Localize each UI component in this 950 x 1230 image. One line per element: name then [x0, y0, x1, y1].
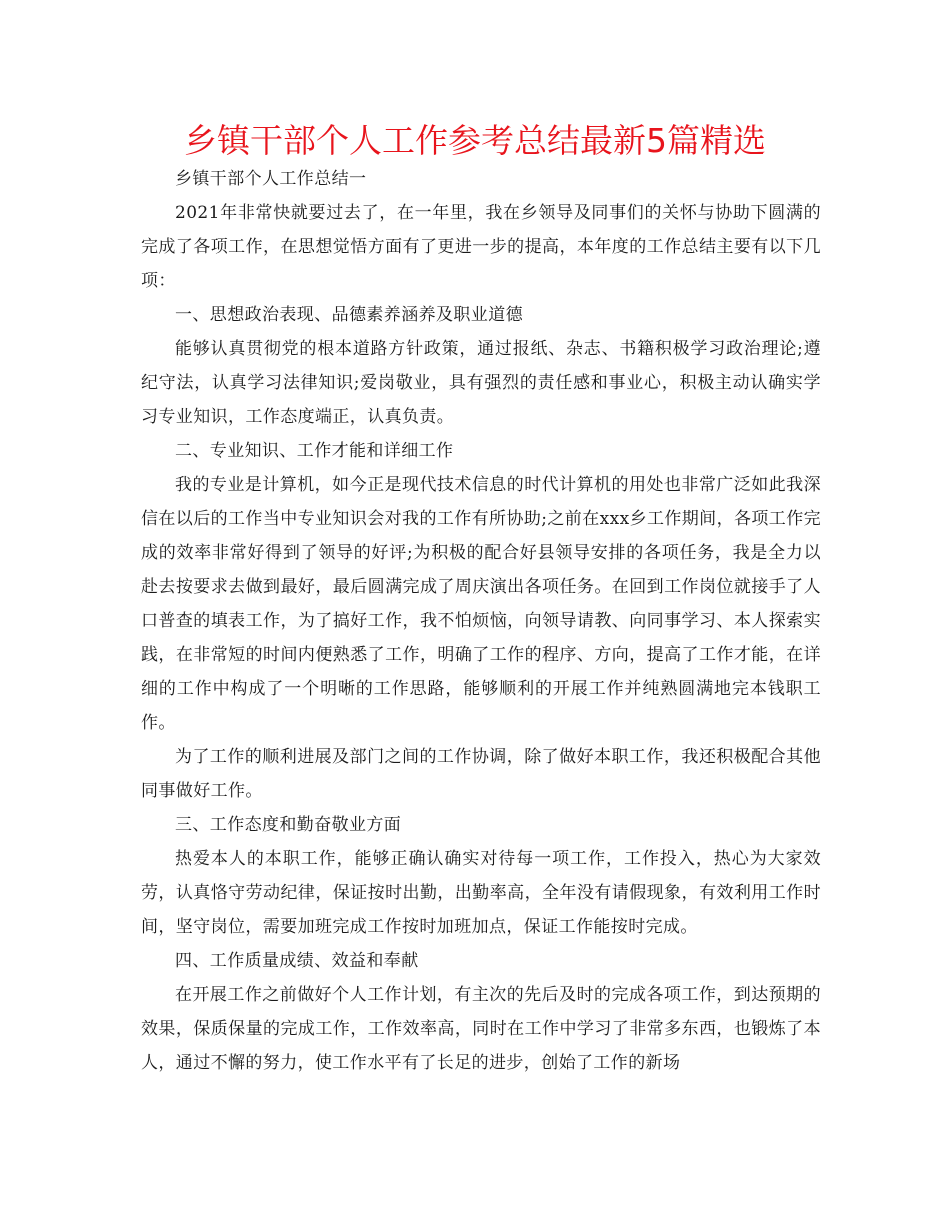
- section-heading: 一、思想政治表现、品德素养涵养及职业道德: [175, 305, 523, 325]
- body-paragraph: 为了工作的顺利进展及部门之间的工作协调，除了做好本职工作，我还积极配合其他同事做好工作。: [141, 747, 821, 801]
- document-body: [141, 162, 821, 1080]
- section-heading: 四、工作质量成绩、效益和奉献: [175, 951, 419, 971]
- body-paragraph: 我的专业是计算机，如今正是现代技术信息的时代计算机的用处也非常广泛如此我深信在以后的工作当中专业知识会对我的工作有所协助;之前在xxx乡工作期间，各项工作完成的效率非常好得到了领导的好评;为积极的配合好县领导安排的各项任务，我是全力以赴去按要求去做到最好，最后圆满完成了周庆演出各项任务。在回到工作岗位就接手了人口普查的填表工作，为了搞好工作，我不怕烦恼，向领导请教、向同事学习、本人探索实践，在非常短的时间内便熟悉了工作，明确了工作的程序、方向，提高了工作才能，在详细的工作中构成了一个明晰的工作思路，能够顺利的开展工作并纯熟圆满地完本钱职工作。: [141, 475, 821, 733]
- body-paragraph: 2021年非常快就要过去了，在一年里，我在乡领导及同事们的关怀与协助下圆满的完成了各项工作，在思想觉悟方面有了更进一步的提高，本年度的工作总结主要有以下几项：: [141, 203, 821, 291]
- body-paragraph: 能够认真贯彻党的根本道路方针政策，通过报纸、杂志、书籍积极学习政治理论;遵纪守法，认真学习法律知识;爱岗敬业，具有强烈的责任感和事业心，积极主动认确实学习专业知识，工作态度端正，认真负责。: [141, 339, 821, 427]
- section-heading: 三、工作态度和勤奋敬业方面: [175, 815, 402, 835]
- section-heading: 乡镇干部个人工作总结一: [175, 169, 367, 189]
- document-title: 乡镇干部个人工作参考总结最新5篇精选: [184, 121, 766, 160]
- body-paragraph: 热爱本人的本职工作，能够正确认确实对待每一项工作，工作投入，热心为大家效劳，认真恪守劳动纪律，保证按时出勤，出勤率高，全年没有请假现象，有效利用工作时间，坚守岗位，需要加班完成工作按时加班加点，保证工作能按时完成。: [141, 849, 821, 937]
- section-heading: 二、专业知识、工作才能和详细工作: [175, 441, 454, 461]
- body-paragraph: 在开展工作之前做好个人工作计划，有主次的先后及时的完成各项工作，到达预期的效果，保质保量的完成工作，工作效率高，同时在工作中学习了非常多东西，也锻炼了本人，通过不懈的努力，使工作水平有了长足的进步，创始了工作的新场: [141, 985, 821, 1073]
